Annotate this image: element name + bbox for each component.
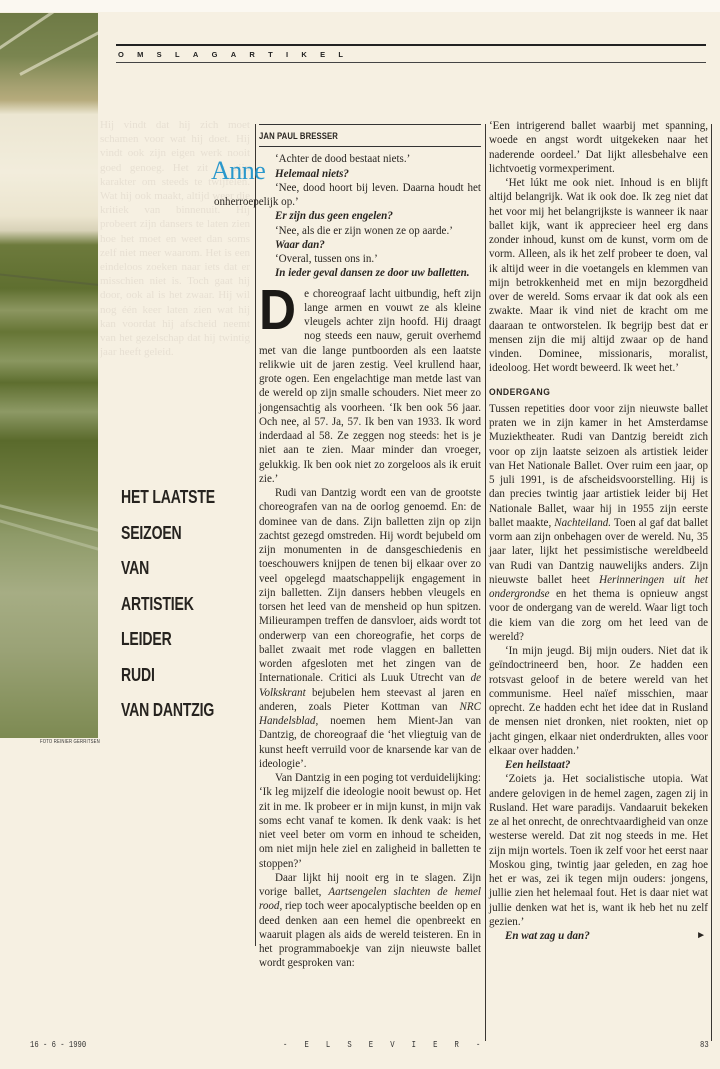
paragraph: ‘Nee, als die er zijn wonen ze op aarde.’ xyxy=(275,224,453,237)
article-headline xyxy=(121,480,215,729)
interview-question: Er zijn dus geen engelen? xyxy=(275,210,393,223)
paragraph: ‘Een intrigerend ballet waarbij met spanning, woede en angst wordt uitgekeken naar het naderende oordeel.’ Dat lijkt allesbehalve een lichtvoetig vormexperiment. xyxy=(489,120,708,175)
photo-streak xyxy=(0,13,98,56)
article-column-2 xyxy=(489,119,708,943)
page-top-margin xyxy=(0,0,720,12)
paragraph xyxy=(489,402,708,644)
paragraph: ‘In mijn jeugd. Bij mijn ouders. Niet dat ik geïndoctrineerd ben, hoor. Ze hadden een rotsvast geloof in de betere wereld van het communisme. Heel naïef misschien, maar oprecht. Ze hadden echt het idee dat in Rusland de mensen niet dronken, niet rookten, niet op jacht gingen, elkaar niet onderdrukten, alles voor elkaar over hadden.’ xyxy=(489,645,708,757)
paragraph: ‘Overal, tussen ons in.’ xyxy=(275,253,378,265)
headline-line: HET LAATSTE xyxy=(121,487,215,507)
photo-credit: FOTO REINIER GERRITSEN xyxy=(40,739,100,745)
paragraph-text: en het thema is opnieuw angst voor de ondergang van de wereld. Waar ligt toch die kiem van die zorg om het leed van de wereld? xyxy=(489,588,708,643)
paragraph: ‘Zoiets ja. Het socialistische utopia. Wat andere gelovigen in de hemel zagen, zagen zij in Rusland. Het ware paradijs. Vandaaruit bekeken ze al het onrecht, de onrechtvaardigheid van onze westerse wereld. Dat zit nog steeds in me. Het zijn mijn wortels. Toen ik zelf voor het eerst naar Moskou ging, twintig jaar geleden, en zag hoe het er was, zei ik tegen mijn ouders: jongens, jullie zien het helemaal fout. Het is daar niet wat jullie denken wat het is, want ik heb het nu zelf gezien.’ xyxy=(489,773,708,928)
paragraph xyxy=(259,871,481,971)
headline-line: SEIZOEN xyxy=(121,522,182,543)
issue-date: 16 - 6 - 1990 xyxy=(30,1040,87,1050)
magazine-name: - E L S E V I E R - xyxy=(283,1040,487,1050)
paragraph: ‘Nee, dood hoort bij leven. Daarna houdt het onherroepelijk op.’ xyxy=(214,181,481,208)
column-rule-middle xyxy=(485,124,486,1041)
interview-question: In ieder geval dansen ze door uw balletten. xyxy=(275,267,470,280)
photo-streak xyxy=(0,518,98,554)
paragraph: ‘Het lúkt me ook niet. Inhoud is en blijft altijd belangrijk. Wat ik ook doe. Ik zeg niet dat het voor mij het belangrijkste is wanneer ik naar ballet kijk, want ik apprecieer heel erg dans zonder inhoud, kunst om de kunst, vorm om de vorm. Alleen, als ik het zelf probeer te doen, val ik altijd weer in die voetangels en klemmen van mijn betrokkenheid met en mijn bezorgdheid over de wereld. Soms ervaar ik dat ook als een zwakte. Maar ik vind niet de kracht om me daaraan te ontworstelen. Ik begrijp best dat er mensen zijn die mij altijd zwaar op de hand vinden. Dominee, missionaris, moralist, ideoloog. Het wordt beweerd. Ik weet het.’ xyxy=(489,177,708,375)
paragraph-text: Toen al gaf dat ballet vorm aan zijn onbehagen over de wereld. Nu, 35 jaar later, lijkt het pessimistische wereldbeeld van Rudi van Dantzig nauwelijks anders. Zijn nieuwste ballet heet xyxy=(489,516,708,586)
paragraph-text: bejubelen hem steevast al jaren en anderen, zoals Pieter Kottman van xyxy=(259,686,481,713)
name-overlay: Anne xyxy=(211,156,266,185)
ballet-title: Aartsengelen slachten de hemel rood, xyxy=(259,886,481,913)
headline-line: ARTISTIEK xyxy=(121,593,194,614)
photo-streak xyxy=(0,503,98,535)
paragraph-dropcap xyxy=(259,277,481,487)
column-rule-left xyxy=(255,124,256,946)
newspaper-title: de Volkskrant xyxy=(259,672,481,699)
paragraph-text: Rudi van Dantzig wordt een van de grootste choreografen van na de oorlog genoemd. En: de dominee van de dans. Zijn balletten zijn op zijn zachtst gezegd omstreden. Hij wordt bejubeld om zijn monumenten in de dansgeschiedenis en toeschouwers knijpen de tenen bij elkaar over zo veel opgelegd maatschappelijk engagement in zijn balletten. Zijn dansers hebben vleugels en torsen het leed van de mensheid op hun spitzen. Milieurampen treffen de dansvloer, aids wordt tot onderwerp van een choreografie, het corps de ballet zwaait met rode vlaggen en balletten worden afgesloten met het zingen van de Internationale. Critici als Luuk Utrecht van xyxy=(259,487,481,685)
paragraph-text: e choreograaf lacht uitbundig, heft zijn lange armen en vouwt ze als kleine vleugels achter zijn hoofd. Hij draagt nog steeds een nauw, geruit overhemd met van die lange puntboorden als een laatste relikwie uit de jaren zestig. Veel krullend haar, grote ogen. Een engelachtige man metde last van de wereld op zijn smalle schouders. Niet meer zo jongensachtig als voorheen. ‘Ik ben ook 56 jaar. Och nee, al 57. Ja, 57. Ik ben van 1933. Ik word inderdaad al 58. Ze zeggen nog steeds: het is je niet aan te zien. Maar minder dan vroeger, gelukkig. Ik ben ook niet zo zorgeloos als ik eruit zie.’ xyxy=(259,287,481,485)
paragraph-text: Tussen repetities door voor zijn nieuwste ballet praten we in zijn kamer in het Amsterdamse Muziektheater. Rudi van Dantzig bereidt zich voor op zijn laatste seizoen als artistiek leider van Het Nationale Ballet. Over ruim een jaar, op 5 juli 1991, is de afscheidsvoorstelling. Hij is dan precies twintig jaar artistiek leider bij Het Nationale Ballet, waar hij in 1955 zijn eerste ballet maakte, xyxy=(489,402,708,529)
newspaper-title: NRC Handelsblad, xyxy=(259,700,482,727)
interview-question: Een heilstaat? xyxy=(505,759,571,771)
paragraph-text: riep toch weer apocalyptische beelden op en deed denken aan een hemel die openbreekt en waaruit plagen als aids de wereld teisteren. En in het programmaboekje van zijn nieuwste ballet wordt gesproken van: xyxy=(259,900,481,970)
section-label: OMSLAGARTIKEL xyxy=(118,50,357,59)
header-rule-bottom xyxy=(116,62,706,63)
subheading: ONDERGANG xyxy=(489,386,551,398)
photo-streak xyxy=(0,273,98,288)
continue-arrow-icon: ► xyxy=(696,930,706,941)
ballet-title: Herinneringen uit het ondergrondse xyxy=(489,573,708,600)
paragraph: ‘Achter de dood bestaat niets.’ xyxy=(275,153,411,166)
cover-photo xyxy=(0,13,98,738)
headline-line: LEIDER xyxy=(121,629,172,649)
paragraph: Van Dantzig in een poging tot verduidelijking: ‘Ik leg mijzelf die ideologie nooit bewust op. Het zit in me. Ik probeer er in mijn kunst, in mijn vak soms echt vanaf te komen. Ik denk vaak: is het niet veel beter om vorm en inhoud te scheiden, om niet mijn hele ziel en zaligheid in balletten te stoppen?’ xyxy=(259,772,481,870)
interview-question: Waar dan? xyxy=(275,238,325,251)
drop-cap: D xyxy=(259,277,297,342)
interview-question xyxy=(489,929,708,943)
page-number: 83 xyxy=(700,1040,709,1050)
interview-question: Helemaal niets? xyxy=(275,167,349,180)
ballet-title: Nachteiland. xyxy=(554,516,612,529)
column-rule-right xyxy=(711,124,712,1041)
paragraph xyxy=(259,486,481,771)
paragraph-text: Daar lijkt hij nooit erg in te slagen. Zijn vorige ballet, xyxy=(259,871,481,898)
byline-box xyxy=(259,124,481,147)
headline-line: RUDI xyxy=(121,664,155,685)
bleed-through-text: Hij vindt dat hij zich moet schamen voor wat hij doet. Hij vindt ook zijn eigen werk nooit goed genoeg. Het zit in zijn karakter om steeds te twijfelen. Wat hij ook maakt, altijd weer die kritiek van binnenuit. Hij probeert zijn dansers te laten zien hoe het moet en weet dan soms zelf niet meer waarom. Het is een eindeloos zoeken naar iets dat er misschien niet is. Toch gaat hij door, ook al is het zwaar. Hij wil nog één keer laten zien wat hij kan voordat hij afscheid neemt van het gezelschap dat hij twintig jaar heeft geleid. xyxy=(100,119,250,359)
byline: JAN PAUL BRESSER xyxy=(259,131,338,141)
headline-line: VAN xyxy=(121,558,150,578)
paragraph-text: noemen hem Mient-Jan van Dantzig, de choreograaf die ‘het vliegtuig van de kunst heeft verruild voor de knarsende kar van de ideologie’. xyxy=(259,715,482,770)
headline-line: VAN DANTZIG xyxy=(121,700,215,720)
interview-question-text: En wat zag u dan? xyxy=(505,930,590,942)
section-header xyxy=(116,44,706,63)
